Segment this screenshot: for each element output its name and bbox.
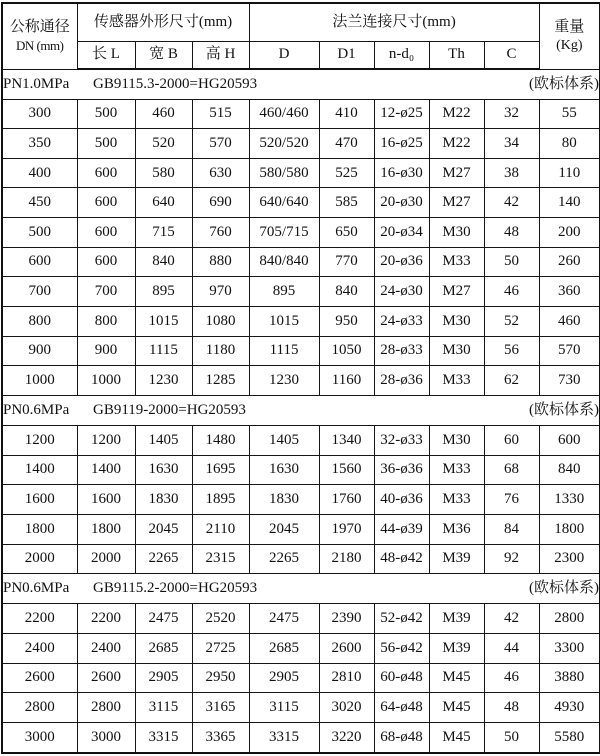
cell-dn: 700 [2,277,77,307]
cell-C: 56 [484,336,539,366]
cell-dn: 350 [2,129,77,159]
cell-Th: M30 [429,307,484,337]
cell-length-L: 1000 [77,366,135,396]
cell-weight-kg: 80 [539,129,600,159]
cell-weight-kg: 260 [539,247,600,277]
cell-n-d0: 44-ø39 [374,515,429,545]
standard-system-label: (欧标体系) [529,580,600,597]
cell-weight-kg: 360 [539,277,600,307]
cell-height-H: 1695 [192,455,249,485]
cell-C: 76 [484,485,539,515]
cell-dn: 2800 [2,693,77,723]
cell-weight-kg: 140 [539,188,600,218]
cell-D: 1115 [249,336,319,366]
cell-C: 50 [484,722,539,753]
table-row [2,158,600,188]
cell-height-H: 2520 [192,604,249,634]
cell-width-B: 1115 [135,336,192,366]
cell-length-L: 2200 [77,604,135,634]
header-n-d0: n-d₀ [374,41,429,69]
cell-D1: 1560 [319,455,374,485]
pressure-rating-label: PN1.0MPa [3,75,70,92]
cell-n-d0: 48-ø42 [374,544,429,574]
cell-width-B: 2905 [135,663,192,693]
cell-n-d0: 16-ø30 [374,158,429,188]
table-row [2,485,600,515]
cell-length-L: 500 [77,99,135,129]
cell-C: 52 [484,307,539,337]
cell-weight-kg: 840 [539,455,600,485]
cell-C: 46 [484,277,539,307]
cell-dn: 300 [2,99,77,129]
cell-dn: 1000 [2,366,77,396]
cell-D: 520/520 [249,129,319,159]
cell-length-L: 700 [77,277,135,307]
cell-height-H: 1895 [192,485,249,515]
cell-width-B: 640 [135,188,192,218]
cell-weight-kg: 730 [539,366,600,396]
cell-length-L: 2600 [77,663,135,693]
cell-Th: M45 [429,722,484,753]
cell-width-B: 1630 [135,455,192,485]
cell-dn: 2600 [2,663,77,693]
standard-system-label: (欧标体系) [529,401,600,418]
header-height-H: 高 H [192,41,249,69]
header-nominal-diameter-cn: 公称通径 [9,18,70,35]
cell-n-d0: 20-ø36 [374,247,429,277]
table-row [2,247,600,277]
header-D: D [249,41,319,69]
cell-weight-kg: 4930 [539,693,600,723]
cell-Th: M33 [429,455,484,485]
cell-D1: 585 [319,188,374,218]
cell-width-B: 580 [135,158,192,188]
cell-Th: M33 [429,366,484,396]
section-header-cell [2,574,600,604]
table-row [2,663,600,693]
cell-D1: 2600 [319,634,374,664]
cell-Th: M39 [429,634,484,664]
cell-height-H: 515 [192,99,249,129]
cell-Th: M39 [429,604,484,634]
cell-dn: 900 [2,336,77,366]
cell-width-B: 2265 [135,544,192,574]
cell-n-d0: 20-ø30 [374,188,429,218]
cell-n-d0: 56-ø42 [374,634,429,664]
section-header-cell [2,69,600,99]
cell-D: 3315 [249,722,319,753]
cell-height-H: 630 [192,158,249,188]
cell-dn: 1200 [2,426,77,456]
cell-length-L: 1800 [77,515,135,545]
cell-D1: 470 [319,129,374,159]
cell-weight-kg: 2300 [539,544,600,574]
header-sensor-dimensions-group: 传感器外形尺寸(mm) [77,3,249,41]
cell-height-H: 3365 [192,722,249,753]
cell-D: 2685 [249,634,319,664]
table-row [2,455,600,485]
cell-length-L: 600 [77,218,135,248]
cell-width-B: 460 [135,99,192,129]
cell-Th: M27 [429,188,484,218]
table-row [2,99,600,129]
cell-dn: 1600 [2,485,77,515]
cell-C: 62 [484,366,539,396]
cell-C: 44 [484,634,539,664]
cell-n-d0: 20-ø34 [374,218,429,248]
cell-D1: 3020 [319,693,374,723]
cell-length-L: 600 [77,158,135,188]
cell-D: 895 [249,277,319,307]
cell-Th: M45 [429,693,484,723]
pressure-rating-label: PN0.6MPa [3,401,70,418]
cell-C: 42 [484,188,539,218]
cell-width-B: 1230 [135,366,192,396]
table-row [2,336,600,366]
header-weight-unit: (Kg) [556,37,583,53]
pressure-rating-label: PN0.6MPa [3,580,70,597]
table-row [2,604,600,634]
cell-length-L: 600 [77,188,135,218]
cell-weight-kg: 55 [539,99,600,129]
cell-width-B: 715 [135,218,192,248]
cell-width-B: 1405 [135,426,192,456]
cell-n-d0: 28-ø36 [374,366,429,396]
cell-dn: 500 [2,218,77,248]
cell-n-d0: 16-ø25 [374,129,429,159]
cell-width-B: 3315 [135,722,192,753]
cell-D: 1230 [249,366,319,396]
cell-height-H: 570 [192,129,249,159]
cell-C: 34 [484,129,539,159]
cell-D: 640/640 [249,188,319,218]
spec-table-body [2,69,600,753]
cell-C: 60 [484,426,539,456]
cell-length-L: 3000 [77,722,135,753]
header-D1: D1 [319,41,374,69]
cell-D: 2265 [249,544,319,574]
cell-D: 3115 [249,693,319,723]
cell-weight-kg: 460 [539,307,600,337]
cell-width-B: 520 [135,129,192,159]
cell-C: 42 [484,604,539,634]
cell-C: 48 [484,218,539,248]
header-Th: Th [429,41,484,69]
cell-Th: M30 [429,426,484,456]
cell-dn: 450 [2,188,77,218]
cell-length-L: 500 [77,129,135,159]
header-nominal-diameter [2,3,77,69]
cell-D: 2475 [249,604,319,634]
cell-n-d0: 12-ø25 [374,99,429,129]
table-row [2,129,600,159]
cell-dn: 3000 [2,722,77,753]
cell-width-B: 2685 [135,634,192,664]
cell-D1: 1760 [319,485,374,515]
cell-Th: M45 [429,663,484,693]
table-row [2,544,600,574]
cell-D1: 2390 [319,604,374,634]
cell-D1: 1970 [319,515,374,545]
standard-code-label: GB9119-2000=HG20593 [93,401,246,418]
cell-width-B: 840 [135,247,192,277]
header-weight-cn: 重量 [554,18,585,35]
cell-width-B: 895 [135,277,192,307]
section-header-row [2,396,600,426]
cell-n-d0: 60-ø48 [374,663,429,693]
cell-n-d0: 64-ø48 [374,693,429,723]
cell-weight-kg: 600 [539,426,600,456]
cell-D: 1630 [249,455,319,485]
cell-weight-kg: 5580 [539,722,600,753]
cell-C: 84 [484,515,539,545]
cell-weight-kg: 1800 [539,515,600,545]
cell-D1: 840 [319,277,374,307]
flange-dimension-spec-table [1,2,600,754]
header-length-L: 长 L [77,41,135,69]
cell-height-H: 880 [192,247,249,277]
cell-height-H: 1080 [192,307,249,337]
cell-D1: 1340 [319,426,374,456]
cell-length-L: 900 [77,336,135,366]
cell-Th: M33 [429,485,484,515]
cell-height-H: 2725 [192,634,249,664]
cell-height-H: 760 [192,218,249,248]
cell-weight-kg: 1330 [539,485,600,515]
cell-dn: 2400 [2,634,77,664]
cell-D1: 1160 [319,366,374,396]
standard-code-label: GB9115.3-2000=HG20593 [93,75,258,92]
section-header-row [2,574,600,604]
cell-Th: M27 [429,158,484,188]
cell-weight-kg: 2800 [539,604,600,634]
cell-width-B: 1830 [135,485,192,515]
cell-D: 705/715 [249,218,319,248]
header-width-B: 宽 B [135,41,192,69]
cell-weight-kg: 3880 [539,663,600,693]
cell-Th: M33 [429,247,484,277]
cell-D1: 525 [319,158,374,188]
cell-height-H: 1180 [192,336,249,366]
cell-width-B: 2475 [135,604,192,634]
cell-height-H: 3165 [192,693,249,723]
cell-D: 460/460 [249,99,319,129]
cell-n-d0: 24-ø33 [374,307,429,337]
table-row [2,277,600,307]
cell-height-H: 690 [192,188,249,218]
cell-D: 2905 [249,663,319,693]
cell-length-L: 2800 [77,693,135,723]
cell-n-d0: 52-ø42 [374,604,429,634]
cell-dn: 2200 [2,604,77,634]
table-row [2,515,600,545]
cell-height-H: 2950 [192,663,249,693]
cell-dn: 2000 [2,544,77,574]
cell-Th: M39 [429,544,484,574]
cell-weight-kg: 570 [539,336,600,366]
cell-dn: 600 [2,247,77,277]
cell-D1: 3220 [319,722,374,753]
table-row [2,188,600,218]
standard-code-label: GB9115.2-2000=HG20593 [93,580,258,597]
cell-width-B: 1015 [135,307,192,337]
cell-length-L: 1400 [77,455,135,485]
header-C: C [484,41,539,69]
cell-n-d0: 36-ø36 [374,455,429,485]
cell-n-d0: 24-ø30 [374,277,429,307]
cell-C: 92 [484,544,539,574]
cell-length-L: 2400 [77,634,135,664]
cell-D: 840/840 [249,247,319,277]
cell-Th: M22 [429,129,484,159]
cell-n-d0: 32-ø33 [374,426,429,456]
cell-n-d0: 28-ø33 [374,336,429,366]
cell-Th: M36 [429,515,484,545]
cell-D1: 2180 [319,544,374,574]
header-weight [539,3,600,69]
cell-D: 2045 [249,515,319,545]
standard-system-label: (欧标体系) [529,75,600,92]
cell-length-L: 600 [77,247,135,277]
section-header-row [2,69,600,99]
table-row [2,722,600,753]
cell-C: 32 [484,99,539,129]
cell-D1: 770 [319,247,374,277]
cell-width-B: 2045 [135,515,192,545]
cell-D1: 2810 [319,663,374,693]
cell-Th: M27 [429,277,484,307]
cell-length-L: 1200 [77,426,135,456]
cell-height-H: 970 [192,277,249,307]
cell-height-H: 2315 [192,544,249,574]
table-row [2,693,600,723]
cell-D: 1830 [249,485,319,515]
cell-C: 46 [484,663,539,693]
cell-C: 38 [484,158,539,188]
cell-height-H: 1480 [192,426,249,456]
cell-Th: M30 [429,336,484,366]
cell-dn: 1800 [2,515,77,545]
cell-D1: 950 [319,307,374,337]
cell-n-d0: 68-ø48 [374,722,429,753]
cell-C: 48 [484,693,539,723]
table-row [2,426,600,456]
cell-dn: 400 [2,158,77,188]
header-nominal-diameter-dn: DN (mm) [16,37,64,53]
cell-D1: 650 [319,218,374,248]
cell-dn: 800 [2,307,77,337]
cell-height-H: 1285 [192,366,249,396]
cell-D1: 1050 [319,336,374,366]
cell-weight-kg: 3300 [539,634,600,664]
table-row [2,218,600,248]
cell-Th: M22 [429,99,484,129]
table-row [2,366,600,396]
cell-Th: M30 [429,218,484,248]
cell-width-B: 3115 [135,693,192,723]
cell-weight-kg: 110 [539,158,600,188]
table-row [2,634,600,664]
cell-weight-kg: 200 [539,218,600,248]
cell-D: 1015 [249,307,319,337]
cell-n-d0: 40-ø36 [374,485,429,515]
cell-D: 580/580 [249,158,319,188]
cell-dn: 1400 [2,455,77,485]
table-row [2,307,600,337]
cell-D1: 410 [319,99,374,129]
cell-C: 50 [484,247,539,277]
cell-height-H: 2110 [192,515,249,545]
cell-length-L: 1600 [77,485,135,515]
cell-C: 68 [484,455,539,485]
header-flange-connection-group: 法兰连接尺寸(mm) [249,3,539,41]
cell-length-L: 2000 [77,544,135,574]
cell-length-L: 800 [77,307,135,337]
section-header-cell [2,396,600,426]
cell-D: 1405 [249,426,319,456]
